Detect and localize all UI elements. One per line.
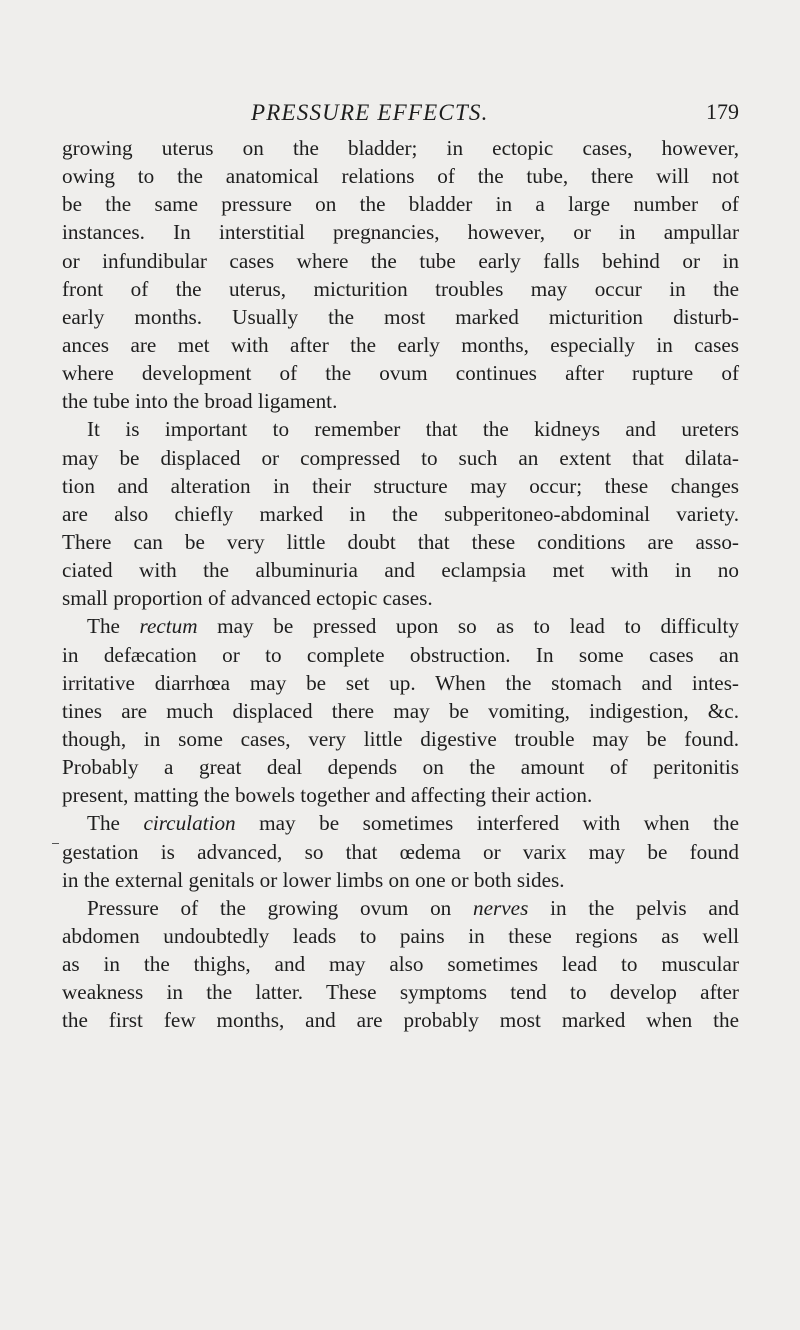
text-run: may be pressed upon so as to lead to difficulty (197, 614, 739, 639)
text-run: The (87, 614, 140, 639)
running-head-title: PRESSURE EFFECTS. (251, 100, 489, 125)
text-line: Probably a great deal depends on the amount of peritonitis (62, 755, 739, 780)
text-line: growing uterus on the bladder; in ectopic cases, however, (62, 136, 739, 160)
text-line (62, 809, 739, 837)
text-line: the first few months, and are probably most marked when the (62, 1008, 739, 1033)
text-line: small proportion of advanced ectopic cases. (62, 586, 433, 611)
text-line: though, in some cases, very little digestive trouble may be found. (62, 726, 739, 751)
text-line: may be displaced or compressed to such an extent that dilata- (62, 445, 739, 470)
text-line: are also chiefly marked in the subperitoneo-abdominal variety. (62, 501, 739, 526)
italic-term: rectum (139, 614, 198, 639)
page-number: 179 (706, 99, 739, 124)
text-line: in defæcation or to complete obstruction. In some cases an (62, 642, 739, 667)
body-text (62, 134, 739, 1035)
text-line: ciated with the albuminuria and eclampsia met with in no (62, 558, 739, 583)
text-line (62, 894, 739, 922)
italic-term: circulation (143, 811, 236, 836)
text-line: be the same pressure on the bladder in a large number of (62, 192, 739, 217)
margin-mark (52, 843, 59, 844)
text-line: ances are met with after the early months, especially in cases (62, 332, 739, 357)
text-line: front of the uterus, micturition troubles may occur in the (62, 276, 739, 301)
text-line: the tube into the broad ligament. (62, 389, 338, 414)
text-line: irritative diarrhœa may be set up. When the stomach and intes- (62, 670, 739, 695)
text-run: in the pelvis and (528, 895, 739, 920)
text-line: weakness in the latter. These symptoms tend to develop after (62, 980, 739, 1005)
text-line: owing to the anatomical relations of the tube, there will not (62, 164, 739, 189)
text-line: as in the thighs, and may also sometimes lead to muscular (62, 952, 739, 977)
text-line: present, matting the bowels together and affecting their action. (62, 783, 593, 808)
text-line: or infundibular cases where the tube early falls behind or in (62, 248, 739, 273)
text-line: tion and alteration in their structure may occur; these changes (62, 473, 739, 498)
text-run: Pressure of the growing ovum on (87, 895, 474, 920)
text-run: The (87, 811, 144, 836)
text-line: There can be very little doubt that these conditions are asso- (62, 529, 739, 554)
text-line (62, 612, 739, 640)
text-line: early months. Usually the most marked micturition disturb- (62, 304, 739, 329)
text-line: gestation is advanced, so that œdema or varix may be found (62, 839, 739, 864)
italic-term: nerves (473, 895, 529, 920)
text-line: instances. In interstitial pregnancies, however, or in ampullar (62, 220, 739, 245)
text-line: abdomen undoubtedly leads to pains in these regions as well (62, 923, 739, 948)
text-line: It is important to remember that the kidneys and ureters (87, 417, 739, 442)
text-line: tines are much displaced there may be vomiting, indigestion, &c. (62, 698, 739, 723)
text-line: in the external genitals or lower limbs on one or both sides. (62, 867, 565, 892)
text-line: where development of the ovum continues after rupture of (62, 361, 739, 386)
text-run: may be sometimes interfered with when the (235, 811, 739, 836)
